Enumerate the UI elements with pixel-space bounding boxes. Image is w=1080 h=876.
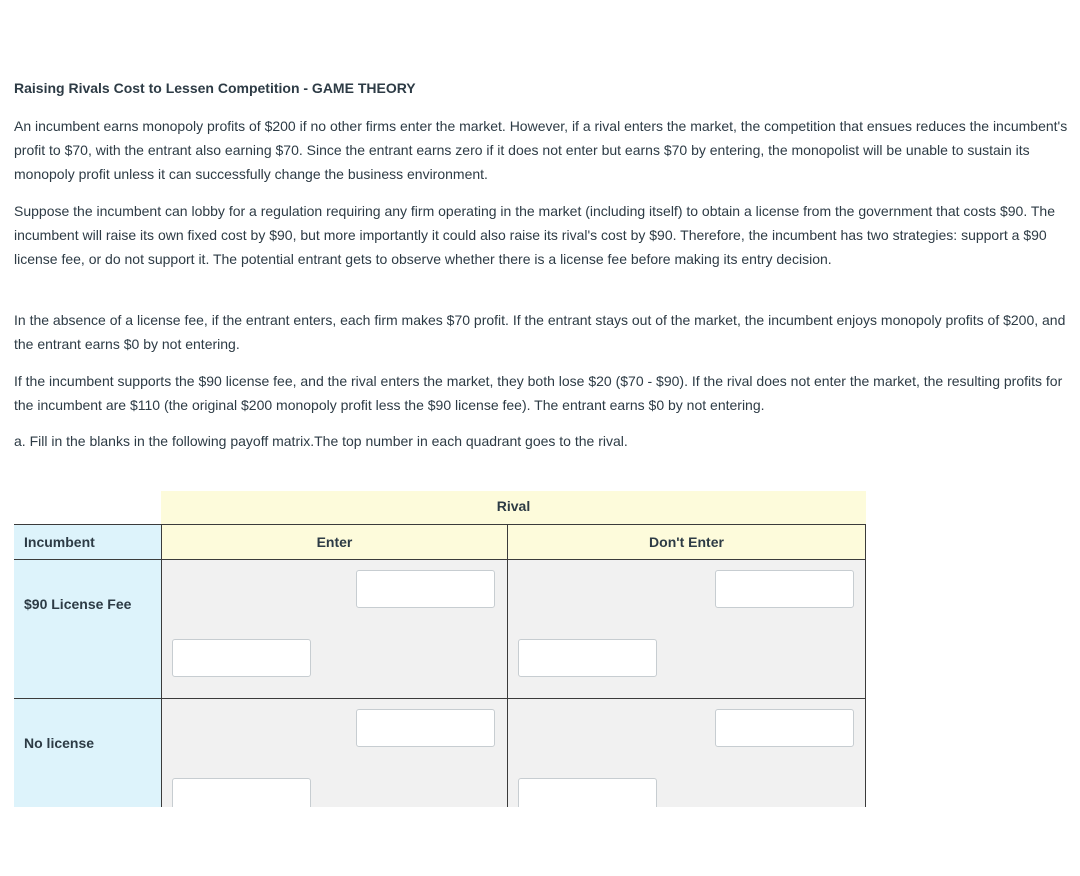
incumbent-payoff-input-no-license-dont-enter[interactable]: [518, 778, 657, 807]
column-header-dont-enter: Don't Enter: [508, 524, 866, 560]
incumbent-payoff-input-license-dont-enter[interactable]: [518, 639, 657, 677]
payoff-matrix: [14, 491, 866, 807]
license-fee-paragraph: If the incumbent supports the $90 license fee, and the rival enters the market, they both lose $20 ($70 - $90). If the rival does not enter the market, the resulting profits for the incumbent are $110 (the original $200 monopoly profit less the $90 license fee). The entrant earns $0 by not entering.: [14, 373, 1063, 413]
incumbent-header: Incumbent: [14, 524, 161, 560]
row-label-no-license: No license: [14, 699, 161, 807]
column-header-enter: Enter: [161, 524, 508, 560]
intro-paragraph: An incumbent earns monopoly profits of $200 if no other firms enter the market. However, if a rival enters the market, the competition that ensues reduces the incumbent's profit to $70, with the entrant also earning $70. Since the entrant earns zero if it does not enter but earns $70 by entering, the monopolist will be unable to sustain its monopoly profit unless it can successfully change the business environment.: [14, 118, 1068, 182]
cell-no-license-enter: [161, 699, 508, 807]
cell-license-dont-enter: [508, 560, 866, 699]
rival-payoff-input-license-dont-enter[interactable]: [715, 570, 854, 608]
no-license-paragraph: In the absence of a license fee, if the entrant enters, each firm makes $70 profit. If the entrant stays out of the market, the incumbent enjoys monopoly profits of $200, and the entrant earns $0 by not entering.: [14, 312, 1066, 352]
rival-payoff-input-no-license-enter[interactable]: [356, 709, 495, 747]
rival-payoff-input-license-enter[interactable]: [356, 570, 495, 608]
question-title: Raising Rivals Cost to Lessen Competition - GAME THEORY: [14, 80, 416, 96]
license-paragraph: Suppose the incumbent can lobby for a regulation requiring any firm operating in the market (including itself) to obtain a license from the government that costs $90. The incumbent will raise its own fixed cost by $90, but more importantly it could also raise its rival's cost by $90. Therefore, the incumbent has two strategies: support a $90 license fee, or do not support it. The potential entrant gets to observe whether there is a license fee before making its entry decision.: [14, 203, 1055, 267]
question-prompt: a. Fill in the blanks in the following payoff matrix.The top number in each quadrant goes to the rival.: [14, 433, 628, 449]
rival-header: Rival: [161, 491, 866, 524]
incumbent-payoff-input-license-enter[interactable]: [172, 639, 311, 677]
incumbent-payoff-input-no-license-enter[interactable]: [172, 778, 311, 807]
cell-no-license-dont-enter: [508, 699, 866, 807]
row-label-license-fee: $90 License Fee: [14, 560, 161, 699]
rival-payoff-input-no-license-dont-enter[interactable]: [715, 709, 854, 747]
cell-license-enter: [161, 560, 508, 699]
